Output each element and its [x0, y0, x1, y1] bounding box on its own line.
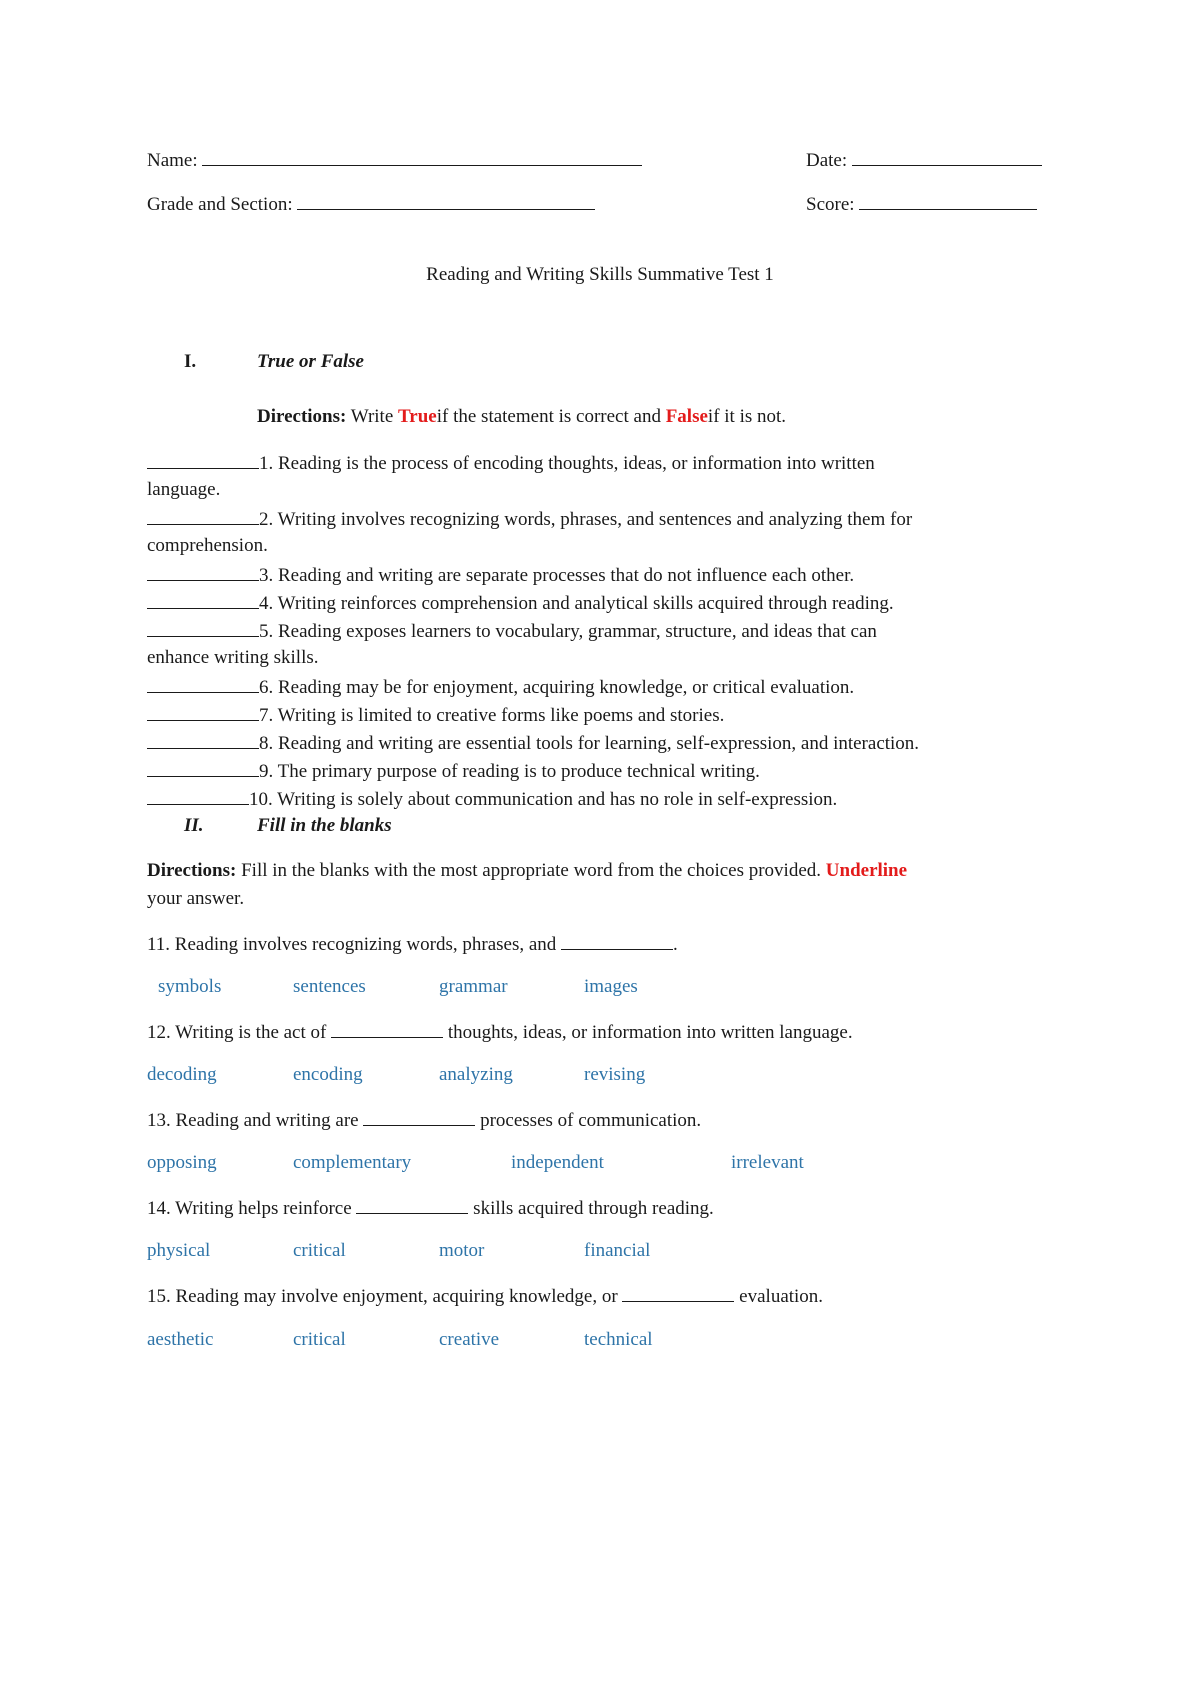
question-text: skills acquired through reading.: [473, 1198, 714, 1219]
tf-item: [147, 703, 724, 727]
directions-text: if it is not.: [707, 406, 787, 427]
tf-item: [147, 675, 854, 699]
item-text: 9. The primary purpose of reading is to produce technical writing.: [259, 761, 760, 782]
answer-blank[interactable]: [147, 563, 259, 581]
item-text: 1. Reading is the process of encoding thoughts, ideas, or information into written: [259, 453, 875, 474]
tf-item: [147, 731, 919, 755]
choice[interactable]: critical: [293, 1329, 346, 1350]
directions-label: Directions:: [257, 406, 347, 427]
grade-label: Grade and Section:: [147, 194, 293, 215]
tf-item: [147, 759, 760, 783]
section1-directions: [257, 406, 786, 428]
question-text: 13. Reading and writing are: [147, 1110, 359, 1131]
question-text: evaluation.: [739, 1286, 824, 1307]
tf-item: [147, 787, 837, 811]
question: [147, 1020, 853, 1044]
tf-item: [147, 451, 875, 475]
question: [147, 1196, 714, 1220]
choice[interactable]: symbols: [158, 976, 222, 997]
tf-item-continuation: enhance writing skills.: [147, 647, 319, 668]
section2-numeral: II.: [184, 815, 204, 836]
question-text: 11. Reading involves recognizing words, phrases, and: [147, 934, 557, 955]
date-field: [806, 148, 1042, 172]
question-text: thoughts, ideas, or information into written language.: [447, 1022, 853, 1043]
section2-heading: Fill in the blanks: [257, 815, 392, 836]
choice[interactable]: motor: [439, 1240, 485, 1261]
answer-blank[interactable]: [147, 703, 259, 721]
answer-blank[interactable]: [561, 932, 673, 950]
date-label: Date:: [806, 150, 848, 171]
item-text: 6. Reading may be for enjoyment, acquiring knowledge, or critical evaluation.: [259, 677, 855, 698]
grade-blank[interactable]: [297, 192, 595, 210]
item-text: 2. Writing involves recognizing words, phrases, and sentences and analyzing them for: [259, 509, 913, 530]
directions-label: Directions:: [147, 860, 237, 881]
answer-blank[interactable]: [147, 619, 259, 637]
directions-text: if the statement is correct and: [436, 406, 661, 427]
item-text: 10. Writing is solely about communication and has no role in self-expression.: [249, 789, 838, 810]
section2-directions-line2: your answer.: [147, 888, 245, 909]
page-title: Reading and Writing Skills Summative Test 1: [426, 264, 774, 285]
true-word: True: [398, 406, 437, 427]
answer-blank[interactable]: [147, 507, 259, 525]
answer-blank[interactable]: [331, 1020, 443, 1038]
tf-item: [147, 619, 877, 643]
section1-numeral: I.: [184, 351, 197, 372]
item-text: 8. Reading and writing are essential tools for learning, self-expression, and interaction.: [259, 733, 920, 754]
name-label: Name:: [147, 150, 198, 171]
answer-blank[interactable]: [147, 591, 259, 609]
section2-directions: [147, 860, 907, 882]
choice[interactable]: financial: [584, 1240, 651, 1261]
choice[interactable]: physical: [147, 1240, 211, 1261]
question-text: 15. Reading may involve enjoyment, acquiring knowledge, or: [147, 1286, 618, 1307]
choice[interactable]: technical: [584, 1329, 653, 1350]
grade-field: [147, 192, 595, 216]
choice[interactable]: images: [584, 976, 638, 997]
tf-item-continuation: comprehension.: [147, 535, 268, 556]
choice[interactable]: complementary: [293, 1152, 412, 1173]
question-text: 14. Writing helps reinforce: [147, 1198, 352, 1219]
choice[interactable]: aesthetic: [147, 1329, 214, 1350]
choice[interactable]: critical: [293, 1240, 346, 1261]
item-text: 7. Writing is limited to creative forms like poems and stories.: [259, 705, 725, 726]
choice[interactable]: irrelevant: [731, 1152, 804, 1173]
false-word: False: [665, 406, 708, 427]
choice[interactable]: opposing: [147, 1152, 217, 1173]
choice[interactable]: sentences: [293, 976, 366, 997]
answer-blank[interactable]: [147, 787, 249, 805]
directions-text: Fill in the blanks with the most appropriate word from the choices provided.: [241, 860, 822, 881]
choice[interactable]: independent: [511, 1152, 604, 1173]
choice[interactable]: grammar: [439, 976, 508, 997]
choice[interactable]: analyzing: [439, 1064, 513, 1085]
name-blank[interactable]: [202, 148, 642, 166]
answer-blank[interactable]: [147, 675, 259, 693]
tf-item: [147, 563, 854, 587]
underline-word: Underline: [825, 860, 908, 881]
name-field: [147, 148, 642, 172]
item-text: 5. Reading exposes learners to vocabulary, grammar, structure, and ideas that can: [259, 621, 877, 642]
item-text: 3. Reading and writing are separate processes that do not influence each other.: [259, 565, 855, 586]
question-text: .: [673, 934, 678, 955]
choice[interactable]: revising: [584, 1064, 646, 1085]
date-blank[interactable]: [852, 148, 1042, 166]
answer-blank[interactable]: [147, 451, 259, 469]
tf-item-continuation: language.: [147, 479, 221, 500]
directions-text: Write: [350, 406, 394, 427]
choice[interactable]: creative: [439, 1329, 500, 1350]
answer-blank[interactable]: [356, 1196, 468, 1214]
answer-blank[interactable]: [147, 759, 259, 777]
question-text: processes of communication.: [480, 1110, 702, 1131]
question: [147, 932, 678, 956]
choice[interactable]: decoding: [147, 1064, 217, 1085]
item-text: 4. Writing reinforces comprehension and analytical skills acquired through reading.: [259, 593, 894, 614]
answer-blank[interactable]: [147, 731, 259, 749]
score-field: [806, 192, 1037, 216]
tf-item: [147, 507, 912, 531]
question: [147, 1284, 823, 1308]
tf-item: [147, 591, 894, 615]
answer-blank[interactable]: [363, 1108, 475, 1126]
choice[interactable]: encoding: [293, 1064, 363, 1085]
section1-heading: True or False: [257, 351, 364, 372]
question-text: 12. Writing is the act of: [147, 1022, 327, 1043]
score-blank[interactable]: [859, 192, 1037, 210]
question: [147, 1108, 701, 1132]
score-label: Score:: [806, 194, 855, 215]
answer-blank[interactable]: [622, 1284, 734, 1302]
